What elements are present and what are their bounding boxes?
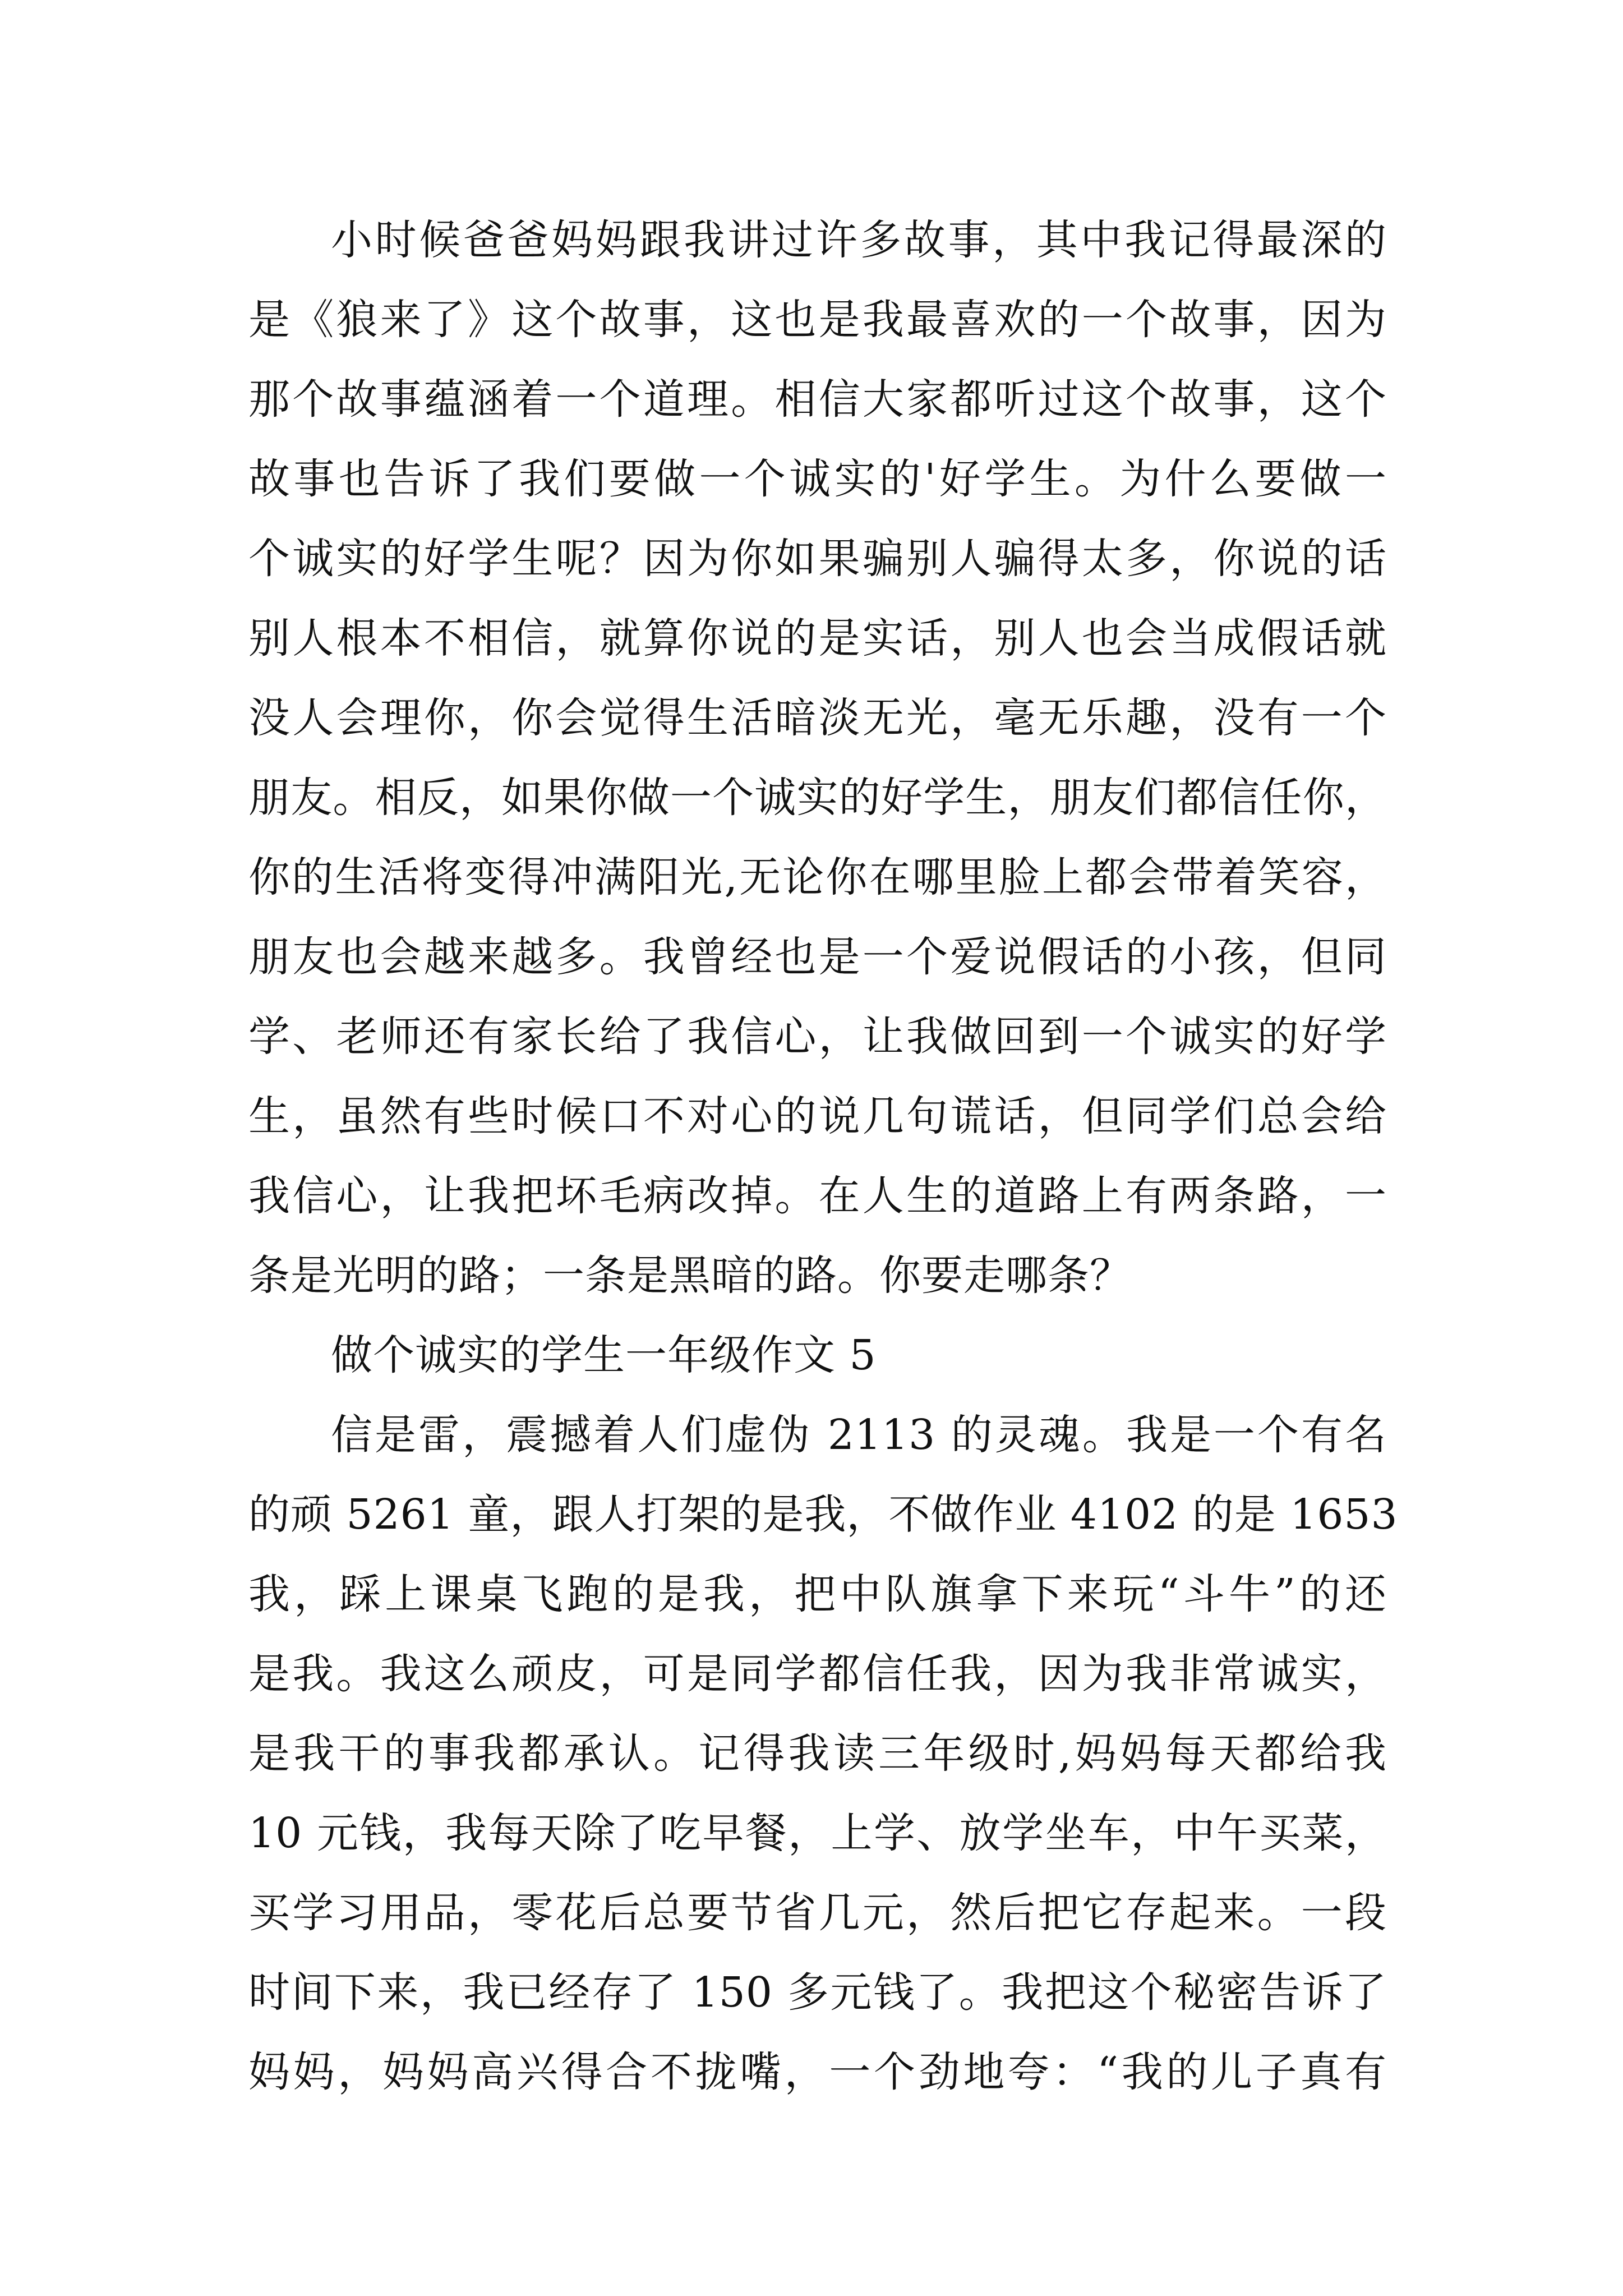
text-line: 是我。我这么顽皮，可是同学都信任我，因为我非常诚实，: [248, 1650, 1387, 1698]
text-line: 学、老师还有家长给了我信心，让我做回到一个诚实的好学: [248, 1013, 1387, 1061]
text-line: 没人会理你，你会觉得生活暗淡无光，毫无乐趣，没有一个: [248, 694, 1387, 742]
text-line: 我，踩上课桌飞跑的是我，把中队旗拿下来玩“斗牛”的还: [248, 1570, 1387, 1618]
text-line: 别人根本不相信，就算你说的是实话，别人也会当成假话就: [248, 614, 1387, 662]
text-line: 妈妈，妈妈高兴得合不拢嘴，一个劲地夸：“我的儿子真有: [248, 2048, 1387, 2096]
text-line: 小时候爸爸妈妈跟我讲过许多故事，其中我记得最深的: [331, 216, 1387, 264]
text-line: 是《狼来了》这个故事，这也是我最喜欢的一个故事，因为: [248, 296, 1387, 344]
text-line: 买学习用品，零花后总要节省几元，然后把它存起来。一段: [248, 1889, 1387, 1937]
text-line: 朋友也会越来越多。我曾经也是一个爱说假话的小孩，但同: [248, 933, 1387, 981]
section-heading: 做个诚实的学生一年级作文 5: [331, 1331, 877, 1379]
text-line: 那个故事蕴涵着一个道理。相信大家都听过这个故事，这个: [248, 375, 1387, 424]
text-line: 的顽 5261 童，跟人打架的是我，不做作业 4102 的是 1653: [248, 1490, 1398, 1539]
text-line: 10 元钱，我每天除了吃早餐，上学、放学坐车，中午买菜，: [248, 1809, 1387, 1857]
text-line: 个诚实的好学生呢？因为你如果骗别人骗得太多，你说的话: [248, 535, 1387, 583]
text-line: 信是雷，震撼着人们虚伪 2113 的灵魂。我是一个有名: [331, 1411, 1387, 1459]
text-line: 生，虽然有些时候口不对心的说几句谎话，但同学们总会给: [248, 1092, 1387, 1140]
text-line: 是我干的事我都承认。记得我读三年级时,妈妈每天都给我: [248, 1729, 1387, 1778]
text-line: 你的生活将变得冲满阳光,无论你在哪里脸上都会带着笑容，: [248, 853, 1387, 901]
text-line: 我信心，让我把坏毛病改掉。在人生的道路上有两条路，一: [248, 1172, 1387, 1220]
text-line: 条是光明的路；一条是黑暗的路。你要走哪条？: [248, 1251, 1132, 1300]
text-line: 朋友。相反，如果你做一个诚实的好学生，朋友们都信任你，: [248, 774, 1387, 822]
text-line: 故事也告诉了我们要做一个诚实的'好学生。为什么要做一: [248, 455, 1387, 503]
text-line: 时间下来，我已经存了 150 多元钱了。我把这个秘密告诉了: [248, 1968, 1387, 2017]
